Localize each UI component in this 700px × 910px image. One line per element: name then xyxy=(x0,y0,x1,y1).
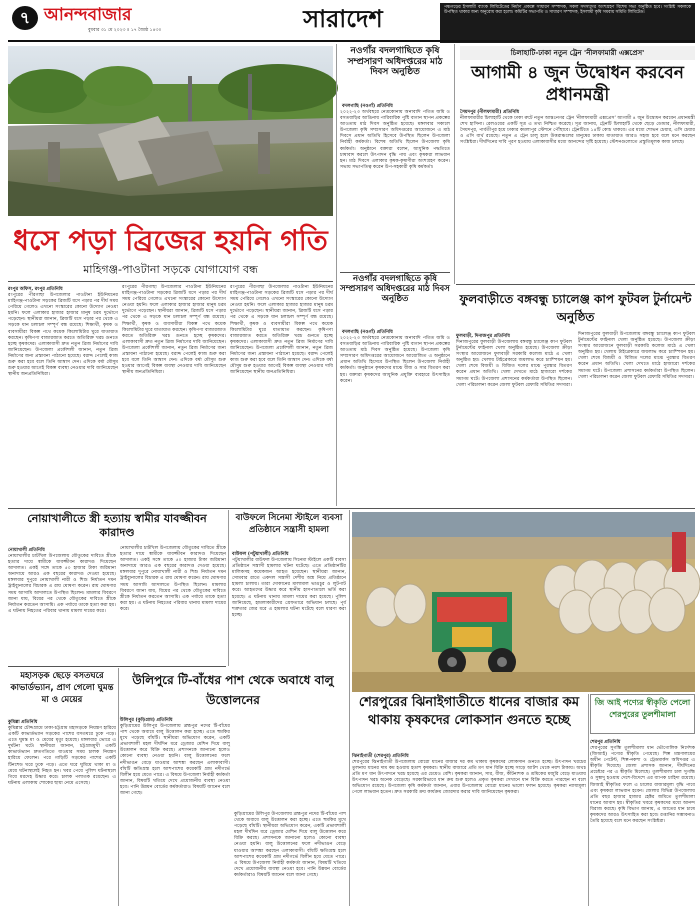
col-divider-2 xyxy=(454,44,455,284)
fieldday-divider xyxy=(340,272,450,273)
football-headline: ফুলবাড়ীতে বঙ্গবন্ধু চ্যালেঞ্জ কাপ ফুটবল টুর্নামেন্ট অনুষ্ঠিত xyxy=(459,292,692,324)
section-title: সারাদেশ xyxy=(303,5,383,33)
bridge-headline: ধসে পড়া ব্রিজের হয়নি গতি xyxy=(13,224,328,257)
cinema-byline: বাউফল (পটুয়াখালী) প্রতিনিধি xyxy=(232,552,289,557)
football-body-col1: দিনাজপুরের ফুলবাড়ী উপজেলায় বঙ্গবন্ধু চ্যালেঞ্জ কাপ ফুটবল টুর্নামেন্টের ফাইনাল খেলা অনুষ্ঠিত হয়েছে। উপজেলা ক্রীড়া সংস্থার আয়োজনে ফুলবাড়ী সরকারি কলেজ মাঠে এ খেলা অনুষ্ঠিত হয়। খেলায় টাইব্রেকারে জয়লাভ করে চ্যাম্পিয়ন হয়। খেলা শেষে বিজয়ী ও বিজিত দলের মাঝে পুরস্কার বিতরণ করেন প্রধান অতিথি। খেলা দেখতে মাঠে হাজারো দর্শকের সমাগম ঘটে। উপজেলা প্রশাসনের কর্মকর্তারা উপস্থিত ছিলেন। খেলা পরিচালনা করেন জেলা ফুটবল রেফারি সমিতির সদস্যরা। xyxy=(456,340,574,388)
football-body-col2: দিনাজপুরের ফুলবাড়ী উপজেলায় বঙ্গবন্ধু চ্যালেঞ্জ কাপ ফুটবল টুর্নামেন্টের ফাইনাল খেলা অনুষ্ঠিত হয়েছে। উপজেলা ক্রীড়া সংস্থার আয়োজনে ফুলবাড়ী সরকারি কলেজ মাঠে এ খেলা অনুষ্ঠিত হয়। খেলায় টাইব্রেকারে জয়লাভ করে চ্যাম্পিয়ন হয়। খেলা শেষে বিজয়ী ও বিজিত দলের মাঝে পুরস্কার বিতরণ করেন প্রধান অতিথি। খেলা দেখতে মাঠে হাজারো দর্শকের সমাগম ঘটে। উপজেলা প্রশাসনের কর্মকর্তারা উপস্থিত ছিলেন। খেলা পরিচালনা করেন জেলা ফুটবল রেফারি সমিতির সদস্যরা। xyxy=(578,332,697,380)
bridge-photo xyxy=(8,46,333,216)
cinema-headline: বাউফলে সিনেমা স্টাইলে ব্যবসা প্রতিষ্ঠানে সন্ত্রাসী হামলা xyxy=(235,513,343,535)
bridge-subhead: মাহিগঞ্জ-পাওটানা সড়কে যোগাযোগ বন্ধ xyxy=(83,263,258,276)
noakhali-headline: নোয়াখালীতে স্ত্রী হত্যায় স্বামীর যাবজ্জীবন কারাদণ্ড xyxy=(27,512,207,539)
rice-headline: শেরপুরের ঝিনাইগাতীতে ধানের বাজার কম থাকায় কৃষকদের লোকসান গুনতে হচ্ছে xyxy=(358,695,580,728)
bridge-photo-illustration xyxy=(8,46,333,216)
fieldday2-byline: বদলগাছি (নওগাঁ) প্রতিনিধি xyxy=(342,330,393,335)
fieldday1-body: ২০২২-২৩ অর্থবছরে নেত্রকোনায় অনাবাদি পতিত জমি ও বসতবাড়ির আঙিনায় পারিবারিক পুষ্টি বাগান স্থাপন প্রকল্পের আওতায় মাঠ দিবস অনুষ্ঠিত হয়েছে। মঙ্গলবার সকালে উপজেলা কৃষি সম্প্রসারণ অধিদপ্তরের আয়োজনে এ মাঠ দিবসে প্রধান অতিথি হিসেবে উপস্থিত ছিলেন উপজেলা নির্বাহী কর্মকর্তা। বিশেষ অতিথি ছিলেন উপজেলা কৃষি কর্মকর্তা। অনুষ্ঠানে বক্তারা বলেন, আধুনিক পদ্ধতিতে চাষাবাদ করলে উৎপাদন বৃদ্ধি পায় এবং কৃষকরা লাভবান হন। মাঠ দিবসে এলাকার কৃষক-কৃষাণীরা অংশগ্রহণ করেন। সভায় সভাপতিত্ব করেন উপ-সহকারী কৃষি কর্মকর্তা। xyxy=(340,110,452,170)
kids-body: কুমিল্লার চৌদ্দগ্রামে ঢাকা-চট্টগ্রাম মহাসড়কে নিয়ন্ত্রণ হারিয়ে একটি কাভার্ডভ্যান সড়কের পাশের বসতঘরে ঢুকে পড়ে। এতে ঘুমন্ত মা ও মেয়ের মৃত্যু হয়েছে। মঙ্গলবার ভোরে এ দুর্ঘটনা ঘটে। স্থানীয়রা জানান, চট্টগ্রামমুখী একটি কাভার্ডভ্যান দ্রুতগতিতে যাওয়ার সময় চালক নিয়ন্ত্রণ হারিয়ে ফেলেন। পরে গাড়িটি সড়কের পাশের একটি টিনশেড ঘরে ঢুকে পড়ে। এতে ঘরে ঘুমিয়ে থাকা মা ও মেয়ে ঘটনাস্থলেই নিহত হন। খবর পেয়ে পুলিশ ঘটনাস্থলে গিয়ে মরদেহ উদ্ধার করে। চালক পলাতক রয়েছেন। এ ঘটনায় এলাকায় শোকের ছায়া নেমে এসেছে। xyxy=(8,726,118,786)
ulipur-headline: উলিপুরে টি-বাঁধের পাশ থেকে অবাধে বালু উত্তোলনের xyxy=(132,673,334,707)
train-byline: সৈয়দপুর (নীলফামারী) প্রতিনিধি xyxy=(460,110,520,115)
rice-body: শেরপুরের ঝিনাইগাতী উপজেলায় বোরো ধানের বাজার দর কম থাকায় কৃষকদের লোকসান গুনতে হচ্ছে। উৎপাদন খরচের তুলনায় ধানের দাম কম হওয়ায় হতাশ কৃষকরা। স্থানীয় বাজারে প্রতি মণ ধান বিক্রি হচ্ছে সাড়ে আটশ থেকে নয়শ টাকায়। অথচ প্রতি মণ ধান উৎপাদনে খরচ হয়েছে এর চেয়েও বেশি। কৃষকরা জানান, সার, বীজ, কীটনাশক ও শ্রমিকের মজুরি বেড়ে যাওয়ায় উৎপাদন খরচ অনেক বেড়েছে। সরকারিভাবে ধান ক্রয় শুরু হলেও প্রকৃত কৃষকরা সেখানে ধান বিক্রি করতে পারছেন না বলে অভিযোগ রয়েছে। উপজেলা কৃষি কর্মকর্তা জানান, এবার উপজেলায় বোরো ধানের ভালো ফলন হয়েছে। কৃষকরা ন্যায্যমূল্য পেলে লাভবান হতেন। দ্রুত সরকারি ক্রয় কার্যক্রম জোরদার করার দাবি জানিয়েছেন কৃষকরা। xyxy=(352,760,588,796)
midpage-rule xyxy=(8,508,695,509)
bridge-body-col3: রংপুরের পীরগাছা উপজেলার পাওটানা ইউনিয়নের মাহিগঞ্জ-পাওটানা সড়কের ব্রিজটি ধসে পড়ার পর দীর্ঘ সময় পেরিয়ে গেলেও এখনো সংস্কারের কোনো উদ্যোগ নেওয়া হয়নি। ফলে এলাকার হাজার হাজার মানুষ চরম দুর্ভোগে পড়েছেন। স্থানীয়রা জানান, ব্রিজটি ধসে পড়ার পর থেকে এ সড়কে যান চলাচল সম্পূর্ণ বন্ধ রয়েছে। শিক্ষার্থী, কৃষক ও ব্যবসায়ীরা বিকল্প পথে কয়েক কিলোমিটার ঘুরে যাতায়াত করছেন। কৃষিপণ্য বাজারজাত করতে অতিরিক্ত খরচ গুনতে হচ্ছে কৃষকদের। এলাকাবাসী দ্রুত নতুন ব্রিজ নির্মাণের দাবি জানিয়েছেন। উপজেলা প্রকৌশলী জানান, নতুন ব্রিজ নির্মাণের জন্য প্রস্তাবনা পাঠানো হয়েছে। বরাদ্দ পেলেই কাজ শুরু করা হবে বলে তিনি আশ্বাস দেন। এদিকে বর্ষা মৌসুম শুরু হওয়ার আগেই বিকল্প ব্যবস্থা নেওয়ার দাবি জানিয়েছেন স্থানীয় জনপ্রতিনিধিরা। xyxy=(230,285,335,376)
rice-market-photo xyxy=(352,512,695,692)
train-headline: আগামী ৪ জুন উদ্বোধন করবেন প্রধানমন্ত্রী xyxy=(471,63,684,105)
kids-headline: মহাসড়ক ছেড়ে বসতঘরে কাভার্ডভ্যান, প্রাণ গেলো ঘুমন্ত মা ও মেয়ের xyxy=(10,671,114,705)
rice-market-illustration xyxy=(352,512,695,692)
col-divider-6 xyxy=(588,694,589,906)
ulipur-body-col1: কুড়িগ্রামের উলিপুর উপজেলায় ব্রহ্মপুত্র নদের টি-বাঁধের পাশ থেকে অবাধে বালু উত্তোলন করা হচ্ছে। এতে হুমকির মুখে পড়েছে বাঁধটি। স্থানীয়রা অভিযোগ করেন, একটি প্রভাবশালী মহল দীর্ঘদিন ধরে ড্রেজার মেশিন দিয়ে বালু উত্তোলন করে বিক্রি করছে। প্রশাসনকে জানানো হলেও কোনো ব্যবস্থা নেওয়া হয়নি। বালু উত্তোলনের ফলে নদীভাঙন বেড়ে যাওয়ার আশঙ্কা করছেন এলাকাবাসী। বাঁধটি ক্ষতিগ্রস্ত হলে আশপাশের কয়েকটি গ্রাম নদীগর্ভে বিলীন হয়ে যেতে পারে। এ বিষয়ে উপজেলা নির্বাহী কর্মকর্তা জানান, বিষয়টি খতিয়ে দেখে প্রয়োজনীয় ব্যবস্থা নেওয়া হবে। পানি উন্নয়ন বোর্ডের কর্মকর্তারাও বিষয়টি জানেন বলে জানা গেছে। xyxy=(120,724,232,797)
rice-byline: ঝিনাইগাতী (শেরপুর) প্রতিনিধি xyxy=(352,754,409,759)
kids-byline: কুমিল্লা প্রতিনিধি xyxy=(8,720,38,725)
noakhali-rule xyxy=(8,666,226,667)
page-number: ৭ xyxy=(19,8,31,27)
noakhali-body-col2: নোয়াখালীর চাটখিল উপজেলায় যৌতুকের দাবিতে স্ত্রীকে হত্যার দায়ে স্বামীকে যাবজ্জীবন কারাদণ্ড দিয়েছেন আদালত। একই সঙ্গে তাকে ৫০ হাজার টাকা জরিমানা অনাদায়ে আরও এক বছরের কারাদণ্ড দেওয়া হয়েছে। মঙ্গলবার দুপুরে নোয়াখালী নারী ও শিশু নির্যাতন দমন ট্রাইব্যুনালের বিচারক এ রায় ঘোষণা করেন। রায় ঘোষণার সময় আসামি আদালতে উপস্থিত ছিলেন। মামলার বিবরণে জানা যায়, বিয়ের পর থেকে যৌতুকের দাবিতে স্ত্রীকে নির্যাতন করতেন আসামি। এক পর্যায়ে তাকে হত্যা করা হয়। এ ঘটনায় নিহতের পরিবার থানায় মামলা দায়ের করে। xyxy=(120,546,228,612)
fieldday1-headline: নওগাঁর বদলগাছিতে কৃষি সম্প্রসারণ অধিদপ্তরের মাঠ দিবস অনুষ্ঠিত xyxy=(347,46,443,78)
ulipur-byline: উলিপুর (কুড়িগ্রাম) প্রতিনিধি xyxy=(120,718,173,723)
col-divider-1 xyxy=(336,44,337,506)
noakhali-body-col1: নোয়াখালীর চাটখিল উপজেলায় যৌতুকের দাবিতে স্ত্রীকে হত্যার দায়ে স্বামীকে যাবজ্জীবন কারাদণ্ড দিয়েছেন আদালত। একই সঙ্গে তাকে ৫০ হাজার টাকা জরিমানা অনাদায়ে আরও এক বছরের কারাদণ্ড দেওয়া হয়েছে। মঙ্গলবার দুপুরে নোয়াখালী নারী ও শিশু নির্যাতন দমন ট্রাইব্যুনালের বিচারক এ রায় ঘোষণা করেন। রায় ঘোষণার সময় আসামি আদালতে উপস্থিত ছিলেন। মামলার বিবরণে জানা যায়, বিয়ের পর থেকে যৌতুকের দাবিতে স্ত্রীকে নির্যাতন করতেন আসামি। এক পর্যায়ে তাকে হত্যা করা হয়। এ ঘটনায় নিহতের পরিবার থানায় মামলা দায়ের করে। xyxy=(8,554,118,614)
cinema-body: পটুয়াখালীর বাউফল উপজেলায় সিনেমা স্টাইলে একটি ব্যবসা প্রতিষ্ঠানে সন্ত্রাসী হামলার ঘটনা ঘটেছে। এতে প্রতিষ্ঠানটির মালিকসহ কয়েকজন আহত হয়েছেন। স্থানীয়রা জানান, সোমবার রাতে একদল সন্ত্রাসী দেশীয় অস্ত্র নিয়ে প্রতিষ্ঠানে হামলা চালায়। তারা দোকানের মালামাল ভাঙচুর ও লুটপাট করে। আহতদের উদ্ধার করে স্থানীয় হাসপাতালে ভর্তি করা হয়েছে। এ ঘটনায় থানায় মামলা দায়ের করা হয়েছে। পুলিশ জানিয়েছে, হামলাকারীদের গ্রেফতারে অভিযান চলছে। পূর্ব শত্রুতার জের ধরে এ হামলার ঘটনা ঘটেছে বলে ধারণা করা হচ্ছে। xyxy=(232,558,348,618)
train-body: নীলফামারীর চিলাহাটি থেকে ঢাকা রুটে নতুন আন্তঃনগর ট্রেন 'নীলফামারী এক্সপ্রেস' আগামী ৪ জুন উদ্বোধন করবেন প্রধানমন্ত্রী শেখ হাসিনা। রেলওয়ের একটি সূত্র এ তথ্য নিশ্চিত করেছে। সূত্র জানায়, ট্রেনটি চিলাহাটি থেকে ছেড়ে ডোমার, নীলফামারী, সৈয়দপুর, পার্বতীপুর হয়ে ঢাকার কমলাপুর স্টেশনে পৌঁছাবে। ট্রেনটিতে ১৪টি কোচ থাকবে। এর মধ্যে শোভন চেয়ার, এসি চেয়ার ও এসি বার্থ রয়েছে। নতুন এ ট্রেন চালু হলে উত্তরাঞ্চলের মানুষের ঢাকায় যাতায়াত আরও সহজ হবে বলে মনে করছেন সংশ্লিষ্টরা। দীর্ঘদিনের দাবি পূরণ হওয়ায় এলাকাবাসীর মধ্যে আনন্দের সৃষ্টি হয়েছে। স্টেশনগুলোতে প্রস্তুতিমূলক কাজ চলছে। xyxy=(460,116,697,146)
gi-byline: শেরপুর প্রতিনিধি xyxy=(590,740,621,745)
col-divider-3 xyxy=(228,510,229,666)
bridge-byline: রংপুর অফিস, রংপুর প্রতিনিধি xyxy=(8,287,63,292)
col-divider-4 xyxy=(349,510,350,906)
fieldday1-byline: বদলগাছি (নওগাঁ) প্রতিনিধি xyxy=(342,104,393,109)
bridge-body-col1: রংপুরের পীরগাছা উপজেলার পাওটানা ইউনিয়নের মাহিগঞ্জ-পাওটানা সড়কের ব্রিজটি ধসে পড়ার পর দীর্ঘ সময় পেরিয়ে গেলেও এখনো সংস্কারের কোনো উদ্যোগ নেওয়া হয়নি। ফলে এলাকার হাজার হাজার মানুষ চরম দুর্ভোগে পড়েছেন। স্থানীয়রা জানান, ব্রিজটি ধসে পড়ার পর থেকে এ সড়কে যান চলাচল সম্পূর্ণ বন্ধ রয়েছে। শিক্ষার্থী, কৃষক ও ব্যবসায়ীরা বিকল্প পথে কয়েক কিলোমিটার ঘুরে যাতায়াত করছেন। কৃষিপণ্য বাজারজাত করতে অতিরিক্ত খরচ গুনতে হচ্ছে কৃষকদের। এলাকাবাসী দ্রুত নতুন ব্রিজ নির্মাণের দাবি জানিয়েছেন। উপজেলা প্রকৌশলী জানান, নতুন ব্রিজ নির্মাণের জন্য প্রস্তাবনা পাঠানো হয়েছে। বরাদ্দ পেলেই কাজ শুরু করা হবে বলে তিনি আশ্বাস দেন। এদিকে বর্ষা মৌসুম শুরু হওয়ার আগেই বিকল্প ব্যবস্থা নেওয়ার দাবি জানিয়েছেন স্থানীয় জনপ্রতিনিধিরা। xyxy=(8,293,120,378)
bridge-body-col2: রংপুরের পীরগাছা উপজেলার পাওটানা ইউনিয়নের মাহিগঞ্জ-পাওটানা সড়কের ব্রিজটি ধসে পড়ার পর দীর্ঘ সময় পেরিয়ে গেলেও এখনো সংস্কারের কোনো উদ্যোগ নেওয়া হয়নি। ফলে এলাকার হাজার হাজার মানুষ চরম দুর্ভোগে পড়েছেন। স্থানীয়রা জানান, ব্রিজটি ধসে পড়ার পর থেকে এ সড়কে যান চলাচল সম্পূর্ণ বন্ধ রয়েছে। শিক্ষার্থী, কৃষক ও ব্যবসায়ীরা বিকল্প পথে কয়েক কিলোমিটার ঘুরে যাতায়াত করছেন। কৃষিপণ্য বাজারজাত করতে অতিরিক্ত খরচ গুনতে হচ্ছে কৃষকদের। এলাকাবাসী দ্রুত নতুন ব্রিজ নির্মাণের দাবি জানিয়েছেন। উপজেলা প্রকৌশলী জানান, নতুন ব্রিজ নির্মাণের জন্য প্রস্তাবনা পাঠানো হয়েছে। বরাদ্দ পেলেই কাজ শুরু করা হবে বলে তিনি আশ্বাস দেন। এদিকে বর্ষা মৌসুম শুরু হওয়ার আগেই বিকল্প ব্যবস্থা নেওয়ার দাবি জানিয়েছেন স্থানীয় জনপ্রতিনিধিরা। xyxy=(122,285,228,376)
noakhali-byline: নোয়াখালী প্রতিনিধি xyxy=(8,548,45,553)
fieldday2-headline: নওগাঁর বদলগাছিতে কৃষি সম্প্রসারণ অধিদপ্তরের মাঠ দিবস অনুষ্ঠিত xyxy=(340,274,450,305)
fieldday2-body: ২০২২-২৩ অর্থবছরে নেত্রকোনায় অনাবাদি পতিত জমি ও বসতবাড়ির আঙিনায় পারিবারিক পুষ্টি বাগান স্থাপন প্রকল্পের আওতায় মাঠ দিবস অনুষ্ঠিত হয়েছে। উপজেলা কৃষি সম্প্রসারণ অধিদপ্তরের আয়োজনে আয়োজিত এ অনুষ্ঠানে প্রধান অতিথি হিসেবে উপস্থিত ছিলেন উপজেলা নির্বাহী কর্মকর্তা। অনুষ্ঠানে কৃষকদের মাঝে বীজ ও সার বিতরণ করা হয়। বক্তারা কৃষকদের আধুনিক প্রযুক্তি ব্যবহারে উৎসাহিত করেন। xyxy=(340,336,452,384)
gi-headline: জি আই পণ্যের স্বীকৃতি পেলো শেরপুরের তুলশীমালা xyxy=(594,698,691,719)
page-number-badge xyxy=(12,6,38,30)
football-byline: ফুলবাড়ী, দিনাজপুর প্রতিনিধি xyxy=(456,334,510,339)
train-kicker: চিলাহাটি-ঢাকা নতুন ট্রেন 'নীলফামারী এক্সপ্রেস' xyxy=(510,49,645,57)
masthead-rule xyxy=(8,40,695,42)
col-divider-5 xyxy=(118,668,119,906)
train-rule xyxy=(456,284,695,285)
masthead-notice: পঞ্চগড়ের ইসলামী ব্যাংক লিমিটেডের নির্মাণ প্রকল্পে সাধারণ সম্পাদক, সকল সদস্যদের অংশগ্রহণ বিশেষ সভা অনুষ্ঠিত হবে। সংশ্লিষ্ট সকলকে উপস্থিত থাকার জন্য অনুরোধ করা হলো। কমিটির সভাপতি ও সাধারণ সম্পাদক, ইসলামী কৃষি সমবায় সমিতি লিমিটেড। xyxy=(440,3,695,43)
ulipur-body-col2: কুড়িগ্রামের উলিপুর উপজেলায় ব্রহ্মপুত্র নদের টি-বাঁধের পাশ থেকে অবাধে বালু উত্তোলন করা হচ্ছে। এতে হুমকির মুখে পড়েছে বাঁধটি। স্থানীয়রা অভিযোগ করেন, একটি প্রভাবশালী মহল দীর্ঘদিন ধরে ড্রেজার মেশিন দিয়ে বালু উত্তোলন করে বিক্রি করছে। প্রশাসনকে জানানো হলেও কোনো ব্যবস্থা নেওয়া হয়নি। বালু উত্তোলনের ফলে নদীভাঙন বেড়ে যাওয়ার আশঙ্কা করছেন এলাকাবাসী। বাঁধটি ক্ষতিগ্রস্ত হলে আশপাশের কয়েকটি গ্রাম নদীগর্ভে বিলীন হয়ে যেতে পারে। এ বিষয়ে উপজেলা নির্বাহী কর্মকর্তা জানান, বিষয়টি খতিয়ে দেখে প্রয়োজনীয় ব্যবস্থা নেওয়া হবে। পানি উন্নয়ন বোর্ডের কর্মকর্তারাও বিষয়টি জানেন বলে জানা গেছে। xyxy=(234,812,348,878)
paper-name: আনন্দবাজার xyxy=(44,5,132,25)
gi-headline-box xyxy=(590,694,695,734)
train-kicker-box xyxy=(460,46,695,60)
paper-logo xyxy=(44,4,154,26)
gi-body: শেরপুরের সুগন্ধি তুলশীমালা ধান ভৌগোলিক নির্দেশক (জিআই) পণ্যের স্বীকৃতি পেয়েছে। শিল্প মন্ত্রণালয়ের অধীন পেটেন্ট, শিল্প-নকশা ও ট্রেডমার্কস অধিদপ্তর এ স্বীকৃতি দিয়েছে। জেলা প্রশাসক জানান, দীর্ঘদিনের প্রচেষ্টার পর এ স্বীকৃতি মিলেছে। তুলশীমালা চাল সুগন্ধি ও সুস্বাদু হওয়ায় দেশে-বিদেশে এর ব্যাপক চাহিদা রয়েছে। জিআই স্বীকৃতির ফলে এ চালের বাজারমূল্য বৃদ্ধি পাবে এবং কৃষকরা লাভবান হবেন। জেলার বিভিন্ন উপজেলায় প্রতি বছর হাজার হাজার হেক্টর জমিতে তুলশীমালা ধানের আবাদ হয়। স্বীকৃতির খবরে কৃষকদের মধ্যে আনন্দ বিরাজ করছে। কৃষি বিভাগ জানায়, এ জাতের ধান চাষে কৃষকদের আরও উৎসাহিত করা হবে। রপ্তানির সম্ভাবনাও তৈরি হয়েছে বলে মনে করছেন সংশ্লিষ্টরা। xyxy=(590,746,697,825)
date-line: বুধবার ৩১ মে ২০২৩ ॥ ১৭ জ্যৈষ্ঠ ১৪৩০ xyxy=(88,28,162,33)
bridge-rule xyxy=(8,281,333,282)
